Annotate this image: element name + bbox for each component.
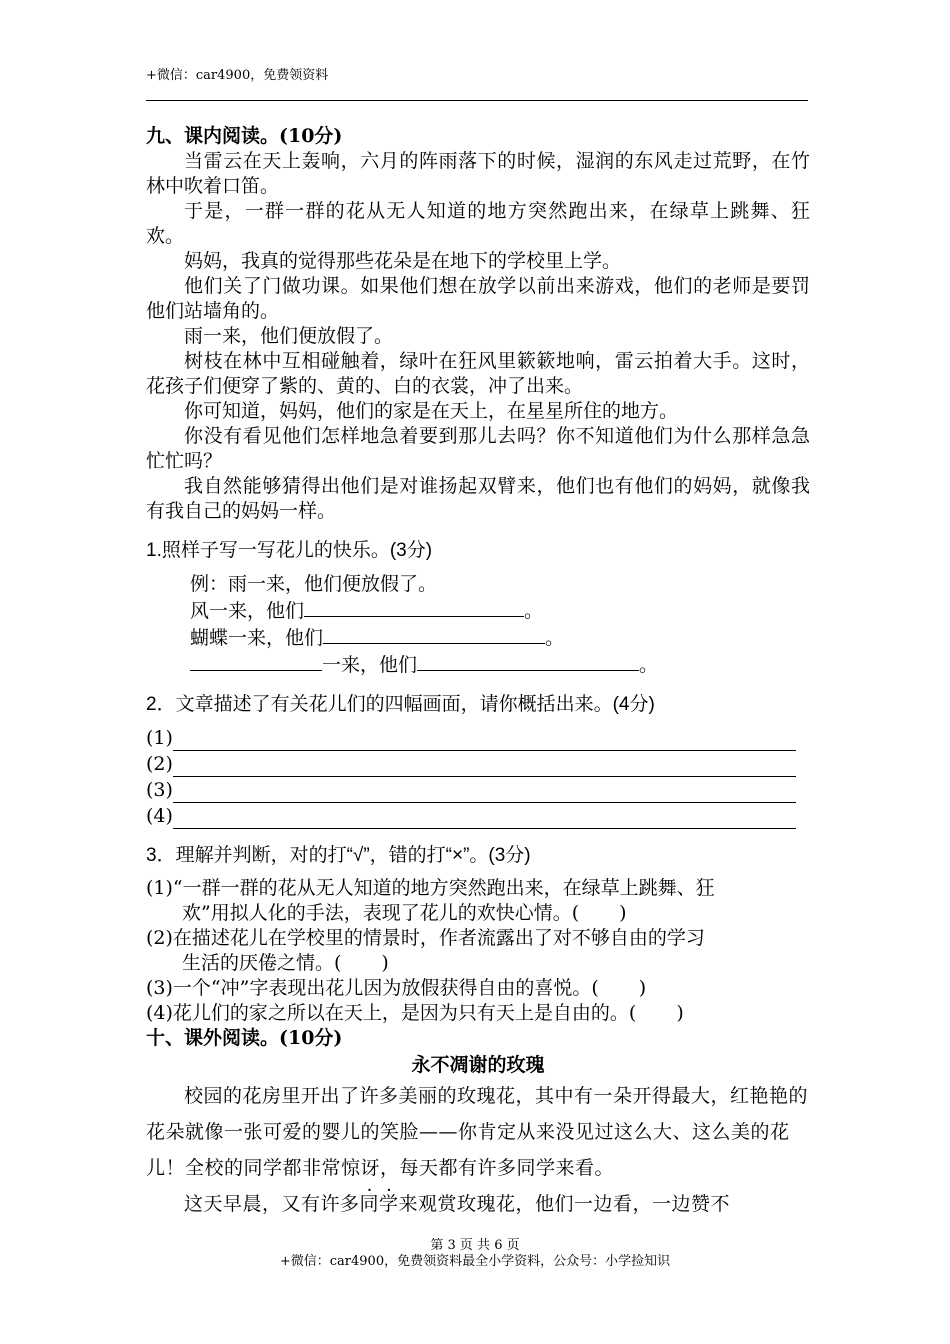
question-2-title: 2．文章描述了有关花儿们的四幅画面，请你概括出来。(4分): [146, 694, 655, 715]
judge-text: (2)在描述花儿在学校里的情景时，作者流露出了对不够自由的学习: [146, 927, 705, 949]
answer-blank[interactable]: [173, 757, 796, 777]
header-note: +微信：car4900，免费领资料: [146, 68, 329, 83]
paren-close: ): [381, 952, 389, 974]
line-prefix: 风一来，他们: [190, 600, 305, 622]
passage-paragraph: 当雷云在天上轰响，六月的阵雨落下的时候，湿润的东风走过荒野，在竹林中吹着口笛。: [146, 150, 810, 197]
passage-paragraph: 你可知道，妈妈，他们的家是在天上，在星星所住的地方。: [184, 400, 679, 422]
answer-blank[interactable]: [417, 651, 639, 671]
answer-blank[interactable]: [304, 597, 524, 617]
answer-blank[interactable]: [173, 809, 796, 829]
question-1-title: 1.照样子写一写花儿的快乐。(3分): [146, 540, 433, 561]
section-10-title: 十、课外阅读。(10分): [146, 1027, 343, 1049]
passage-paragraph: 雨一来，他们便放假了。: [184, 325, 394, 347]
dotted-char: 讶: [360, 1157, 381, 1179]
judge-item-2: [146, 926, 810, 976]
story-text: 校园的花房里开出了许多美丽的玫瑰花，其中有一朵开得最大，红艳艳的花朵就像一张可爱的婴儿的笑脸——你肯定从来没见过这么大、这么美的花儿！全校的同学都非常: [146, 1085, 809, 1179]
question-1-example: 例：雨一来，他们便放假了。: [190, 573, 438, 595]
judge-item-4: [146, 1001, 810, 1026]
answer-blank[interactable]: [173, 731, 796, 751]
line-middle: 一来，他们: [322, 654, 418, 676]
header-rule: [146, 100, 808, 101]
judge-item-3: [146, 976, 810, 1001]
passage-paragraph: 我自然能够猜得出他们是对谁扬起双臂来，他们也有他们的妈妈，就像我有我自己的妈妈一样。: [146, 475, 810, 522]
story-text: ，每天都有许多同学来看。: [380, 1157, 615, 1179]
story-title: 永不凋谢的玫瑰: [411, 1055, 545, 1076]
answer-line-3: [146, 777, 810, 803]
answer-line-4: [146, 803, 810, 829]
footer-note: +微信：car4900，免费领资料最全小学资料，公众号：小学捡知识: [279, 1254, 671, 1269]
page-number: 第 3 页 共 6 页: [430, 1238, 520, 1253]
passage-paragraph: 树枝在林中互相碰触着，绿叶在狂风里簌簌地响，雷云拍着大手。这时，花孩子们便穿了紫的、黄的、白的衣裳，冲了出来。: [146, 350, 810, 397]
passage-paragraph: 他们关了门做功课。如果他们想在放学以前出来游戏，他们的老师是要罚他们站墙角的。: [146, 275, 810, 322]
answer-label: (1): [146, 727, 173, 749]
answer-blank[interactable]: [173, 783, 796, 803]
question-1-line-2: [190, 624, 810, 651]
judge-text: 生活的厌倦之情。(: [182, 952, 342, 974]
period: 。: [524, 600, 544, 622]
question-3-title: 3．理解并判断，对的打“√”，错的打“×”。(3分): [146, 845, 531, 866]
paren-close: ): [638, 977, 647, 999]
passage-paragraph: 妈妈，我真的觉得那些花朵是在地下的学校里上学。: [184, 250, 622, 272]
section-9-title: 九、课内阅读。(10分): [146, 125, 343, 147]
judge-text: (3)一个“冲”字表现出花儿因为放假获得自由的喜悦。(: [146, 977, 599, 999]
answer-line-2: [146, 751, 810, 777]
period: 。: [639, 654, 659, 676]
dotted-char: 惊: [341, 1157, 361, 1179]
answer-blank[interactable]: [323, 624, 545, 644]
judge-text: 欢”用拟人化的手法，表现了花儿的欢快心情。(: [182, 902, 580, 924]
paren-close: ): [619, 902, 627, 924]
story-paragraph: [146, 1078, 810, 1186]
question-1-body: [146, 571, 810, 678]
question-1-line-1: [190, 597, 810, 624]
answer-blank[interactable]: [190, 651, 322, 671]
answer-label: (4): [146, 805, 173, 827]
line-prefix: 蝴蝶一来，他们: [190, 627, 324, 649]
page-content: [146, 124, 810, 1222]
answer-label: (2): [146, 753, 173, 775]
question-1-line-3: [190, 651, 810, 678]
story-paragraph: 这天早晨，又有许多同学来观赏玫瑰花，他们一边看，一边赞不: [184, 1193, 731, 1215]
paren-close: ): [676, 1002, 684, 1024]
judge-text-cont: [146, 901, 810, 926]
judge-text-cont: [146, 951, 810, 976]
judge-text: (4)花儿们的家之所以在天上，是因为只有天上是自由的。(: [146, 1002, 637, 1024]
passage-paragraph: 于是，一群一群的花从无人知道的地方突然跑出来，在绿草上跳舞、狂欢。: [146, 200, 810, 247]
judge-item-1: [146, 876, 810, 926]
judge-text: (1)“一群一群的花从无人知道的地方突然跑出来，在绿草上跳舞、狂: [146, 877, 715, 899]
answer-line-1: [146, 725, 810, 751]
answer-label: (3): [146, 779, 173, 801]
period: 。: [545, 627, 565, 649]
passage-paragraph: 你没有看见他们怎样地急着要到那儿去吗？你不知道他们为什么那样急急忙忙吗？: [146, 425, 810, 472]
